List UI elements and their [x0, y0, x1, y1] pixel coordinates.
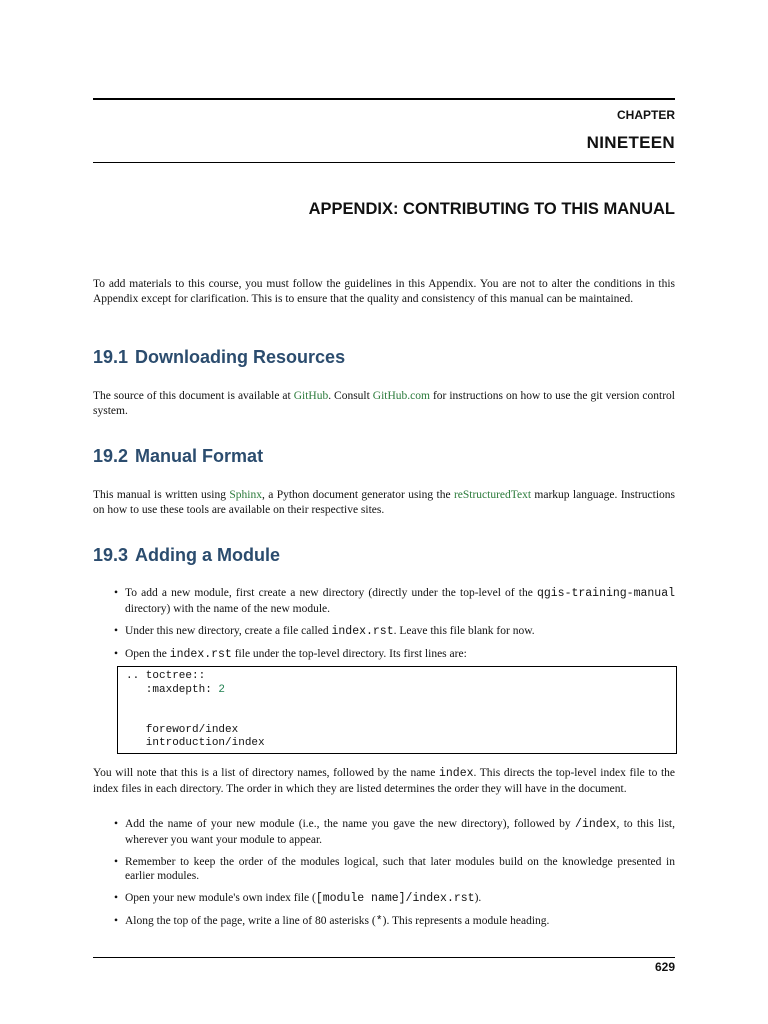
github-link[interactable]: GitHub	[293, 390, 329, 402]
text-fragment: Remember to keep the order of the modules logical, such that later modules build on the knowledge presented in earlier modules.	[125, 855, 675, 882]
text-fragment: Open the	[125, 647, 170, 660]
text-fragment: Add the name of your new module (i.e., the name you gave the new directory), followed by	[125, 818, 576, 830]
text-fragment: markup language. Instructions on how to use these tools are available on their respective sites.	[93, 489, 675, 516]
bullet-icon: •	[114, 587, 119, 599]
section-heading-downloading-resources	[93, 347, 345, 368]
text-fragment: directory) with the name of the new module.	[125, 602, 331, 615]
section-number: 19.2	[93, 446, 129, 466]
code-line: .. toctree::	[126, 670, 206, 682]
text-fragment: To add a new module, first create a new directory (directly under the top-level of the	[125, 587, 537, 599]
text-fragment: . Leave this file blank for now.	[393, 624, 535, 637]
list-item	[93, 817, 675, 847]
list-item	[93, 586, 675, 616]
text-fragment: Under this new directory, create a file called	[125, 624, 332, 637]
text-fragment: , to this list, wherever you want your module to appear.	[125, 818, 675, 846]
list-item	[93, 855, 675, 884]
text-fragment: file under the top-level directory. Its first lines are:	[231, 647, 467, 660]
page-number: 629	[654, 960, 675, 974]
section-heading-adding-a-module	[93, 545, 280, 566]
list-item	[93, 647, 675, 663]
code-number: 2	[218, 684, 226, 696]
toctree-code-block	[117, 666, 677, 754]
text-fragment: You will note that this is a list of directory names, followed by the name	[93, 767, 439, 779]
text-fragment: This manual is written using	[93, 489, 230, 501]
text-fragment: The source of this document is available at	[93, 390, 294, 402]
bullet-icon: •	[114, 915, 119, 927]
section-title: Adding a Module	[135, 545, 281, 565]
code-line: introduction/index	[126, 737, 265, 749]
inline-code: [module name]/index.rst	[315, 892, 475, 905]
inline-code: index.rst	[169, 647, 232, 661]
bullet-icon: •	[114, 647, 119, 660]
footer-rule	[93, 957, 675, 958]
inline-code: /index	[575, 818, 617, 831]
list-item	[93, 624, 675, 640]
text-fragment: . This directs the top-level index file to the index files in each directory. The order in which they are listed determines the order they will have in the document.	[93, 767, 675, 795]
chapter-top-rule	[93, 98, 675, 100]
inline-code: index.rst	[331, 624, 394, 638]
text-fragment: ).	[474, 892, 482, 904]
intro-paragraph: To add materials to this course, you must follow the guidelines in this Appendix. You are not to alter the conditions in this Appendix except for clarification. This is to ensure that the quality and consistency of this manual can be maintained.	[93, 278, 675, 305]
chapter-bottom-rule	[93, 162, 675, 163]
restructuredtext-link[interactable]: reStructuredText	[453, 489, 532, 501]
chapter-name: NINETEEN	[586, 133, 675, 152]
github-com-link[interactable]: GitHub.com	[372, 390, 430, 402]
text-fragment: ). This represents a module heading.	[382, 915, 550, 927]
code-key: :maxdepth:	[126, 684, 219, 696]
list-item	[93, 914, 675, 930]
inline-code: *	[375, 915, 383, 928]
inline-code: qgis-training-manual	[536, 587, 675, 600]
downloading-resources-paragraph	[93, 389, 675, 418]
bullet-icon: •	[114, 624, 119, 637]
code-line: foreword/index	[126, 724, 239, 736]
list-item	[93, 891, 675, 907]
section-title: Manual Format	[135, 446, 264, 466]
module-steps-list	[93, 586, 675, 670]
section-number: 19.3	[93, 545, 129, 565]
chapter-label: CHAPTER	[616, 108, 675, 122]
chapter-title: APPENDIX: CONTRIBUTING TO THIS MANUAL	[308, 200, 675, 218]
section-title: Downloading Resources	[135, 347, 346, 367]
code-line	[126, 684, 225, 696]
bullet-icon: •	[114, 855, 119, 868]
text-fragment: , a Python document generator using the	[261, 489, 454, 501]
section-heading-manual-format	[93, 446, 263, 467]
module-index-steps-list	[93, 817, 675, 937]
text-fragment: . Consult	[328, 390, 373, 402]
toctree-explanation-paragraph	[93, 766, 675, 796]
bullet-icon: •	[114, 818, 119, 830]
manual-format-paragraph	[93, 488, 675, 517]
text-fragment: Open your new module's own index file (	[125, 892, 316, 904]
bullet-icon: •	[114, 892, 119, 904]
text-fragment: Along the top of the page, write a line of 80 asterisks (	[125, 915, 376, 927]
sphinx-link[interactable]: Sphinx	[229, 489, 262, 501]
inline-code: index	[438, 767, 474, 780]
text-fragment: for instructions on how to use the git version control system.	[93, 390, 675, 417]
section-number: 19.1	[93, 347, 129, 367]
